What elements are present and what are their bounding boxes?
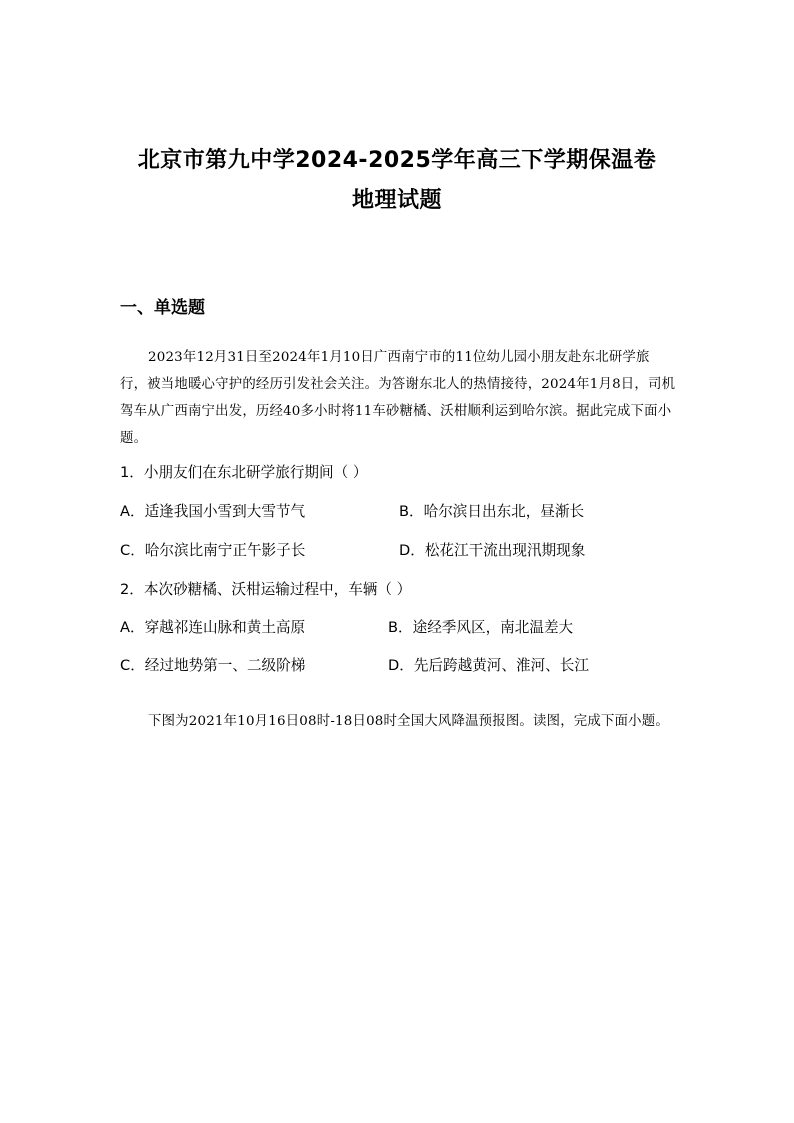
question-2-option-a: A．穿越祁连山脉和黄土高原 xyxy=(120,619,306,636)
exam-subtitle: 地理试题 xyxy=(351,188,442,213)
question-1-option-a: A．适逢我国小雪到大雪节气 xyxy=(120,503,306,520)
question-2-option-d: D．先后跨越黄河、淮河、长江 xyxy=(388,657,589,674)
question-2-option-c: C．经过地势第一、二级阶梯 xyxy=(120,657,306,674)
question-2-stem: 2．本次砂糖橘、沃柑运输过程中，车辆（ ） xyxy=(120,581,412,598)
section-heading: 一、单选题 xyxy=(120,298,205,318)
question-2-option-b: B．途经季风区，南北温差大 xyxy=(388,619,574,636)
question-1-option-c: C．哈尔滨比南宁正午影子长 xyxy=(120,542,306,559)
reading-passage-2: 下图为2021年10月16日08时-18日08时全国大风降温预报图。读图，完成下面小题。 xyxy=(148,714,669,729)
question-1-stem: 1．小朋友们在东北研学旅行期间（ ） xyxy=(120,464,368,481)
reading-passage-1: 2023年12月31日至2024年1月10日广西南宁市的11位幼儿园小朋友赴东北研学旅行，被当地暖心守护的经历引发社会关注。为答谢东北人的热情接待，2024年1月8日，司机驾车从广西南宁出发，历经40多小时将11车砂糖橘、沃柑顺利运到哈尔滨。据此完成下面小题。 xyxy=(120,350,676,446)
question-1-option-b: B．哈尔滨日出东北，昼渐长 xyxy=(399,503,585,520)
question-1-option-d: D．松花江干流出现汛期现象 xyxy=(399,542,586,559)
exam-title: 北京市第九中学2024-2025学年高三下学期保温卷 xyxy=(137,148,657,173)
